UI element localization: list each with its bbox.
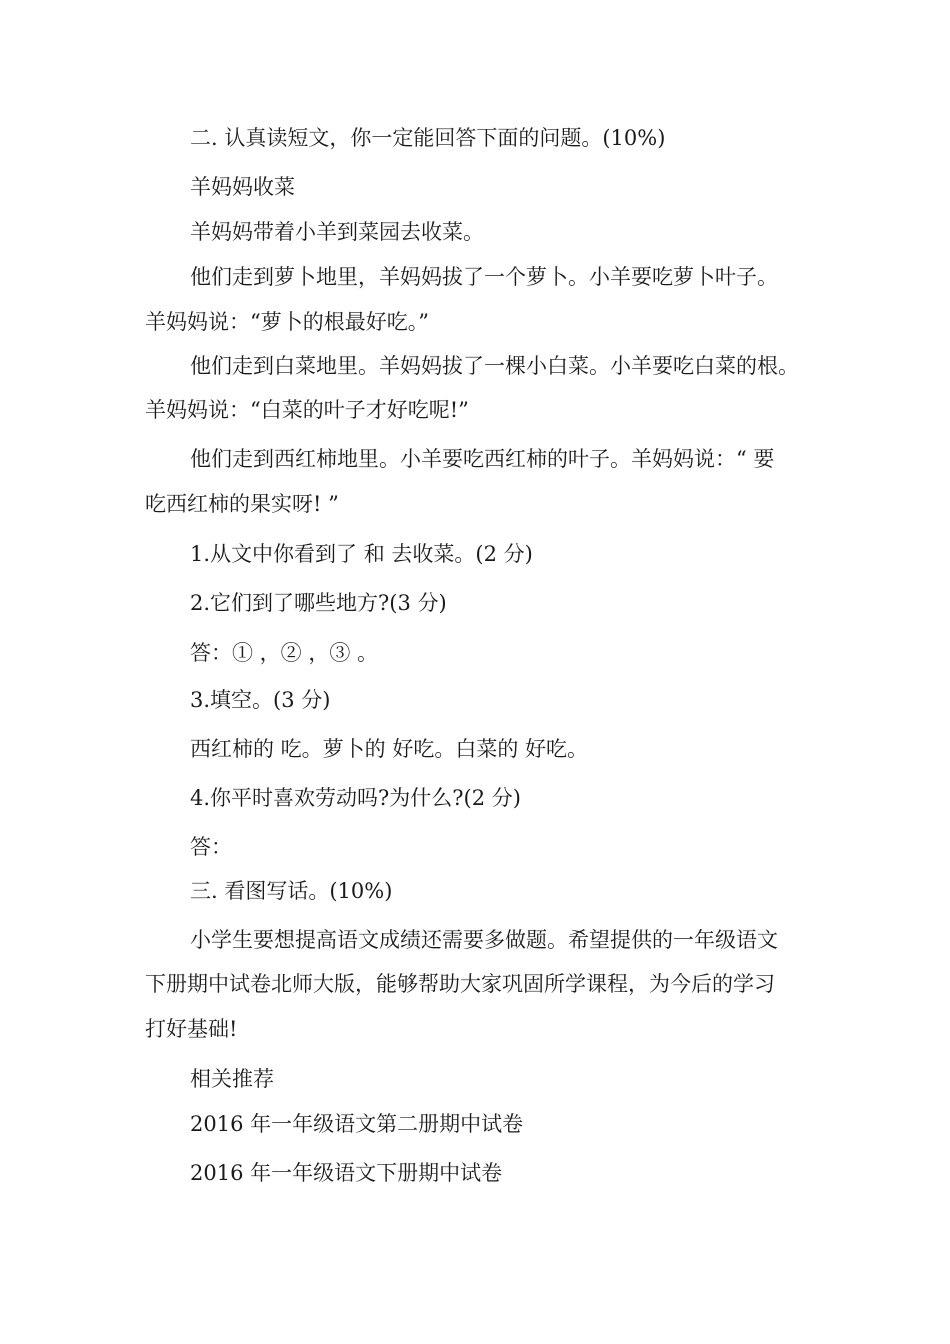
section2-heading: 二. 认真读短文，你一定能回答下面的问题。(10%) (190, 126, 666, 150)
story-paragraph-3-line-2: 羊妈妈说：“白菜的叶子才好吃呢!” (145, 398, 469, 422)
question-3: 3.填空。(3 分) (190, 688, 331, 712)
closing-line-1: 小学生要想提高语文成绩还需要多做题。希望提供的一年级语文 (190, 928, 778, 952)
related-link-1[interactable]: 2016 年一年级语文第二册期中试卷 (190, 1112, 524, 1136)
story-paragraph-4-line-2: 吃西红柿的果实呀! ” (145, 492, 339, 516)
story-paragraph-3-line-1: 他们走到白菜地里。羊妈妈拔了一棵小白菜。小羊要吃白菜的根。 (190, 354, 799, 378)
question-3-fill: 西红柿的 吃。萝卜的 好吃。白菜的 好吃。 (190, 737, 589, 761)
question-2: 2.它们到了哪些地方?(3 分) (190, 591, 447, 615)
story-paragraph-2-line-2: 羊妈妈说：“萝卜的根最好吃。” (145, 310, 429, 334)
closing-line-3: 打好基础! (145, 1017, 238, 1041)
story-paragraph-2-line-1: 他们走到萝卜地里，羊妈妈拔了一个萝卜。小羊要吃萝卜叶子。 (190, 265, 778, 289)
question-4: 4.你平时喜欢劳动吗?为什么?(2 分) (190, 786, 521, 810)
related-link-2[interactable]: 2016 年一年级语文下册期中试卷 (190, 1161, 503, 1185)
story-paragraph-4-line-1: 他们走到西红柿地里。小羊要吃西红柿的叶子。羊妈妈说：“ 要 (190, 447, 775, 471)
question-1: 1.从文中你看到了 和 去收菜。(2 分) (190, 542, 533, 566)
closing-line-2: 下册期中试卷北师大版，能够帮助大家巩固所学课程，为今后的学习 (145, 972, 775, 996)
related-label: 相关推荐 (190, 1067, 274, 1091)
question-2-answer: 答：① ，② ，③ 。 (190, 641, 379, 665)
story-title: 羊妈妈收菜 (190, 175, 295, 199)
section3-heading: 三. 看图写话。(10%) (190, 879, 393, 903)
story-paragraph-1: 羊妈妈带着小羊到菜园去收菜。 (190, 220, 484, 244)
question-4-answer: 答： (190, 835, 232, 859)
